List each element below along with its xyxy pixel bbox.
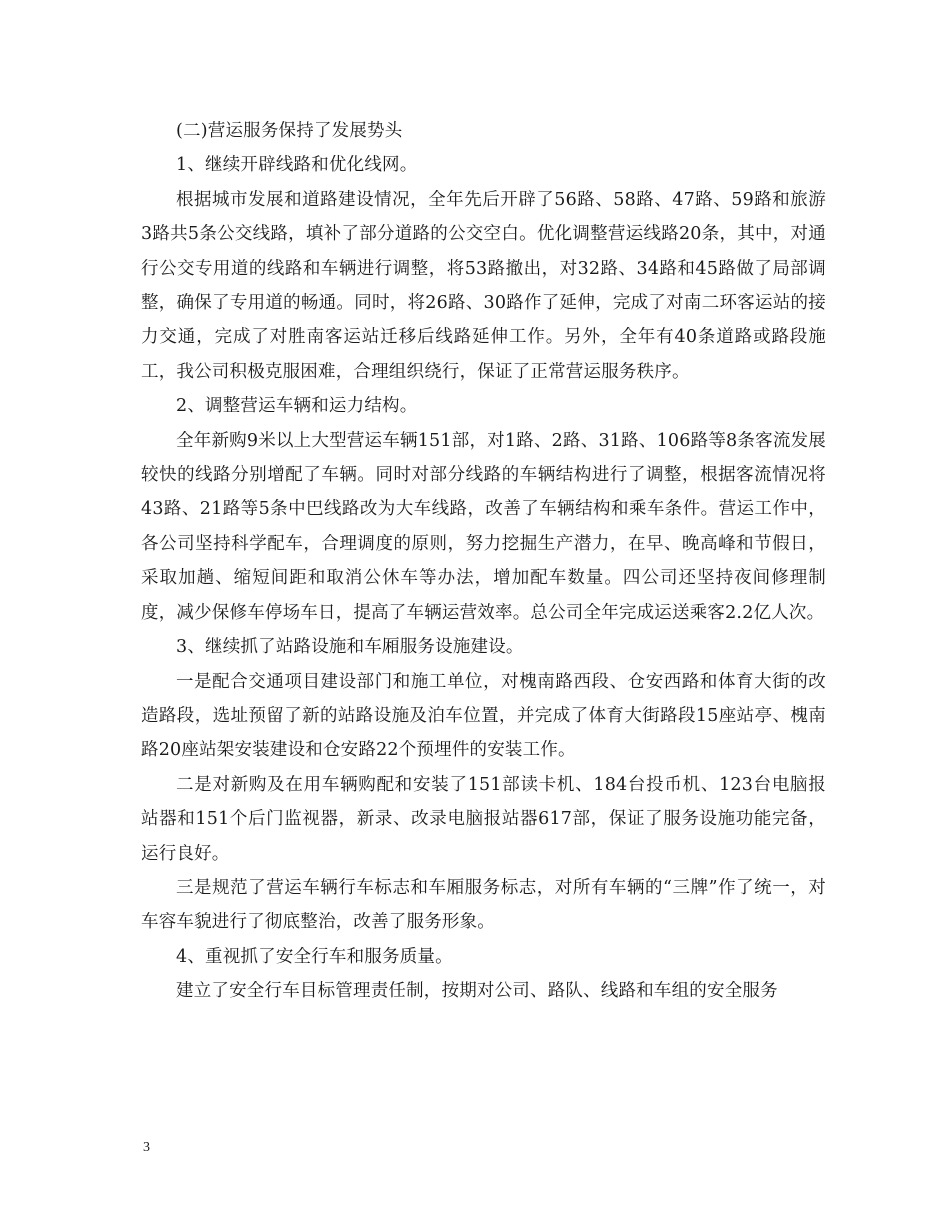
document-body: [141, 114, 826, 1009]
subheading-3: 3、继续抓了站路设施和车厢服务设施建设。: [176, 637, 524, 658]
paragraph-signage: 三是规范了营运车辆行车标志和车厢服务标志，对所有车辆的“三牌”作了统一，对车容车貌进行了彻底整治，改善了服务形象。: [141, 877, 826, 933]
subheading-4: 4、重视抓了安全行车和服务质量。: [176, 946, 453, 967]
section-heading: (二)营运服务保持了发展势头: [176, 121, 403, 141]
paragraph-stations: 一是配合交通项目建设部门和施工单位，对槐南路西段、仓安西路和体育大街的改造路段，选址预留了新的站路设施及泊车位置，并完成了体育大街路段15座站亭、槐南路20座站架安装建设和仓安路22个预埋件的安装工作。: [141, 671, 826, 761]
paragraph-equipment: 二是对新购及在用车辆购配和安装了151部读卡机、184台投币机、123台电脑报站器和151个后门监视器，新录、改录电脑报站器617部，保证了服务设施功能完备，运行良好。: [141, 774, 826, 864]
paragraph-vehicles: 全年新购9米以上大型营运车辆151部，对1路、2路、31路、106路等8条客流发展较快的线路分别增配了车辆。同时对部分线路的车辆结构进行了调整，根据客流情况将43路、21路等5条中巴线路改为大车线路，改善了车辆结构和乘车条件。营运工作中，各公司坚持科学配车，合理调度的原则，努力挖掘生产潜力，在早、晚高峰和节假日，采取加趟、缩短间距和取消公休车等办法，增加配车数量。四公司还坚持夜间修理制度，减少保修车停场车日，提高了车辆运营效率。总公司全年完成运送乘客2.2亿人次。: [141, 430, 826, 623]
subheading-2: 2、调整营运车辆和运力结构。: [176, 396, 418, 417]
subheading-1: 1、继续开辟线路和优化线网。: [176, 155, 418, 176]
page-number: 3: [143, 1140, 150, 1155]
paragraph-routes: 根据城市发展和道路建设情况，全年先后开辟了56路、58路、47路、59路和旅游3路共5条公交线路，填补了部分道路的公交空白。优化调整营运线路20条，其中，对通行公交专用道的线路和车辆进行调整，将53路撤出，对32路、34路和45路做了局部调整，确保了专用道的畅通。同时，将26路、30路作了延伸，完成了对南二环客运站的接力交通，完成了对胜南客运站迁移后线路延伸工作。另外，全年有40条道路或路段施工，我公司积极克服困难，合理组织绕行，保证了正常营运服务秩序。: [141, 189, 826, 382]
paragraph-safety: 建立了安全行车目标管理责任制，按期对公司、路队、线路和车组的安全服务: [176, 981, 778, 1002]
